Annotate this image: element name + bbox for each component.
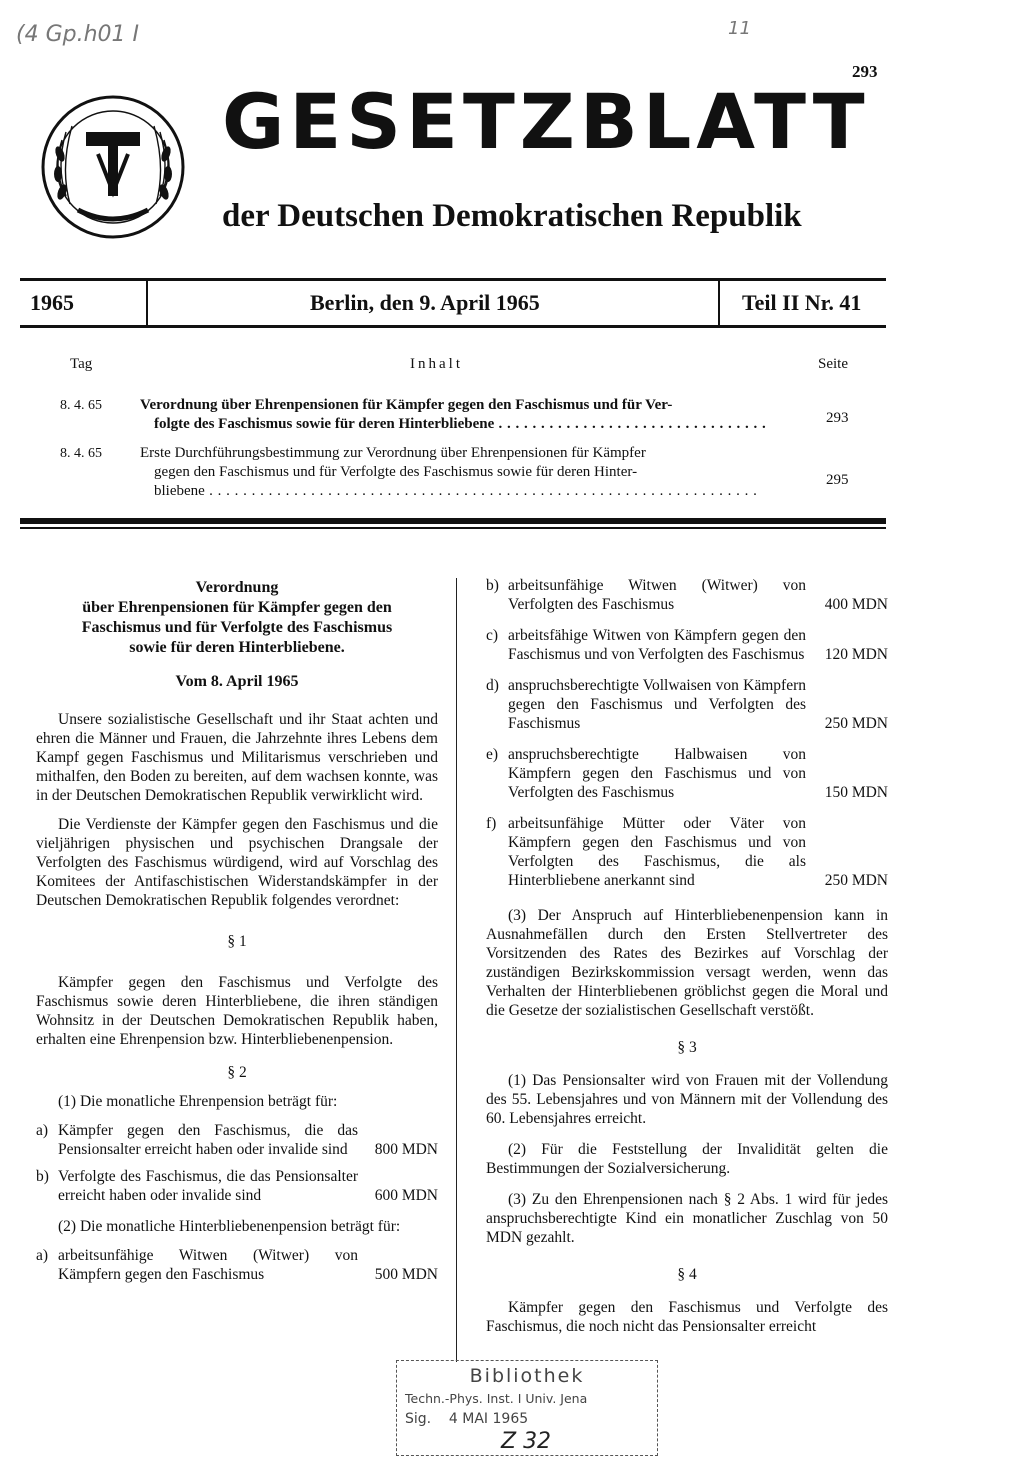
preamble-paragraph: Unsere sozialistische Gesellschaft und ihr Staat achten und ehren die Männer und Frauen, die Jahrzehnte ihres Lebens dem Kampf gegen Faschismus und Militarismus verschrieben und mithalfen, den Boden zu bereiten, auf dem wachsen konnte, was in der Deutschen Demokratischen Republik verwirklicht wird.: [36, 711, 438, 804]
stamp-line: Sig. 4 MAI 1965: [405, 1411, 529, 1427]
decree-title-line: über Ehrenpensionen für Kämpfer gegen den: [82, 599, 392, 616]
section-rule: [20, 518, 886, 524]
pension-item: [486, 814, 888, 890]
pension-item-body: [58, 1121, 438, 1159]
toc-entry-line: [140, 415, 782, 434]
pension-item-text: arbeitsfähige Witwen von Kämpfern gegen den Faschismus und von Verfolgten des Faschismus: [508, 627, 806, 663]
pension-item: [36, 1167, 438, 1205]
pension-item-text: arbeitsunfähige Mütter oder Väter von Kämpfern gegen den Faschismus und von Verfolgten des Faschismus, die als Hinterbliebene anerkannt sind: [508, 815, 806, 889]
pension-item-amount: 600 MDN: [374, 1187, 438, 1204]
toc-leader-dots: . . . . . . . . . . . . . . . . . . . . . . . . . . . . . . . . . . . . . . . . . . . . . . . . . . . . . . . . . . . . . . . . .: [204, 483, 758, 499]
pension-item: [486, 745, 888, 802]
toc-header-content: Inhalt: [410, 356, 463, 372]
handwritten-note-top-left: (4 Gp.h01 I: [16, 22, 139, 47]
pension-item-label: e): [486, 746, 499, 763]
section-paragraph: (1) Das Pensionsalter wird von Frauen mit der Vollendung des 55. Lebensjahres und von Männern mit der Vollendung des 60. Lebensjahres erreicht.: [486, 1072, 888, 1127]
decree-title: [36, 578, 438, 658]
toc-entry-line: gegen den Faschismus und für Verfolgte des Faschismus sowie für deren Hinter-: [154, 464, 638, 480]
bar-divider: [718, 281, 720, 325]
pension-item: [36, 1121, 438, 1159]
pension-item-text: anspruchsberechtigte Vollwaisen von Kämpfern gegen den Faschismus und Verfolgten des Faschismus: [508, 677, 806, 732]
decree-title-line: Verordnung: [195, 579, 279, 596]
pension-item-amount: 500 MDN: [374, 1266, 438, 1283]
pension-item-label: c): [486, 627, 499, 644]
pension-item-text: arbeitsunfähige Witwen (Witwer) von Verfolgten des Faschismus: [508, 577, 806, 613]
section-paragraph: (2) Für die Feststellung der Invalidität gelten die Bestimmungen der Sozialversicherung.: [486, 1141, 888, 1177]
pension-item-label: b): [36, 1168, 49, 1185]
toc-entry-page: 293: [826, 410, 849, 426]
stamp-line: Techn.-Phys. Inst. I Univ. Jena: [405, 1391, 588, 1406]
pension-item-body: [58, 1167, 438, 1205]
pension-item-label: d): [486, 677, 499, 694]
issue-year: 1965: [30, 290, 74, 315]
toc-header-day: Tag: [70, 356, 93, 372]
issue-number: Teil II Nr. 41: [742, 290, 862, 315]
left-column: [36, 578, 438, 1284]
pension-item-body: [508, 745, 888, 802]
pension-item-amount: 800 MDN: [374, 1141, 438, 1158]
pension-item-text: Verfolgte des Faschismus, die das Pensionsalter erreicht haben oder invalide sind: [58, 1168, 358, 1204]
section-paragraph: (3) Der Anspruch auf Hinterbliebenenpension kann in Ausnahmefällen durch den Ersten Stellvertreter des Vorsitzenden des Rates des Bezirkes auf Vorschlag der zuständigen Bezirkskommission versagt werden, wenn das Verhalten der Hinterbliebenen gröblichst gegen die Moral und die Gesetze der sozialistischen Gesellschaft verstößt.: [486, 907, 888, 1019]
pension-item-amount: 150 MDN: [824, 784, 888, 801]
section-paragraph: (1) Die monatliche Ehrenpension beträgt für:: [58, 1093, 338, 1110]
section-heading: § 4: [677, 1266, 697, 1283]
pension-item-label: f): [486, 815, 497, 832]
masthead-title: GESETZBLATT: [222, 77, 870, 166]
issue-info-bar: [20, 278, 886, 328]
pension-item-amount: 250 MDN: [824, 872, 888, 889]
bar-divider: [146, 281, 148, 325]
toc-entry-line: Erste Durchführungsbestimmung zur Verordnung über Ehrenpensionen für Kämpfer: [140, 445, 646, 461]
column-divider: [456, 578, 457, 1362]
section-paragraph: (2) Die monatliche Hinterbliebenenpension beträgt für:: [58, 1218, 401, 1235]
section-heading: § 1: [227, 933, 247, 950]
toc-entry-page: 295: [826, 472, 849, 488]
pension-item-body: [508, 576, 888, 614]
state-emblem: [38, 92, 188, 242]
pension-item-text: Kämpfer gegen den Faschismus, die das Pensionsalter erreicht haben oder invalide sind: [58, 1122, 358, 1158]
decree-title-line: sowie für deren Hinterbliebene.: [129, 639, 345, 656]
emblem-icon: [38, 92, 188, 242]
pension-item: [486, 576, 888, 614]
decree-title-line: Faschismus und für Verfolgte des Faschismus: [81, 619, 393, 636]
section-paragraph: Kämpfer gegen den Faschismus und Verfolgte des Faschismus sowie deren Hinterbliebene, die ihren ständigen Wohnsitz in der Deutschen Demokratischen Republik haben, erhalten eine Ehrenpension bzw. Hinterbliebenenpension.: [36, 974, 438, 1048]
stamp-line: Bibliothek: [469, 1365, 585, 1387]
pension-item: [486, 676, 888, 733]
pension-item-text: arbeitsunfähige Witwen (Witwer) von Kämpfern gegen den Faschismus: [58, 1247, 358, 1283]
toc-entry-date: 8. 4. 65: [60, 398, 102, 413]
pension-item-amount: 250 MDN: [824, 715, 888, 732]
toc-header-page: Seite: [818, 356, 848, 372]
pension-item-body: [58, 1246, 438, 1284]
section-heading: § 2: [227, 1064, 247, 1081]
toc-entry-line-text: folgte des Faschismus sowie für deren Hinterbliebene: [154, 416, 495, 432]
toc-entry-text: [140, 444, 782, 501]
pension-item-label: a): [36, 1247, 49, 1264]
pension-item-body: [508, 814, 888, 890]
section-paragraph: Kämpfer gegen den Faschismus und Verfolgte des Faschismus, die noch nicht das Pensionsalter erreicht: [486, 1299, 888, 1335]
pension-item: [36, 1246, 438, 1284]
preamble-paragraph: Die Verdienste der Kämpfer gegen den Faschismus und die vieljährigen physischen und psychischen Drangsale der Verfolgten des Faschismus würdigend, wird auf Vorschlag des Komitees der Antifaschistischen Widerstandskämpfer in der Deutschen Demokratischen Republik folgendes verordnet:: [36, 816, 438, 909]
toc-entry-line: [140, 482, 782, 501]
pension-item: [486, 626, 888, 664]
right-column: [486, 576, 888, 1336]
pension-item-label: a): [36, 1122, 49, 1139]
handwritten-note-top-center: 11: [728, 18, 751, 39]
pension-item-amount: 400 MDN: [824, 596, 888, 613]
pension-item-body: [508, 676, 888, 733]
pension-item-amount: 120 MDN: [824, 646, 888, 663]
section-paragraph: (3) Zu den Ehrenpensionen nach § 2 Abs. 1 wird für jedes anspruchsberechtigte Kind ein monatlicher Zuschlag von 50 MDN gezahlt.: [486, 1191, 888, 1246]
section-heading: § 3: [677, 1039, 697, 1056]
section-rule: [20, 527, 886, 529]
toc-entry-text: [140, 396, 782, 434]
toc-entry-date: 8. 4. 65: [60, 446, 102, 461]
pension-item-text: anspruchsberechtigte Halbwaisen von Kämpfern gegen den Faschismus und von Verfolgten des Faschismus: [508, 746, 806, 801]
stamp-handwritten-number: Z 32: [501, 1429, 552, 1454]
pension-item-body: [508, 626, 888, 664]
toc-entry-line: Verordnung über Ehrenpensionen für Kämpfer gegen den Faschismus und für Ver-: [140, 397, 673, 413]
library-stamp: [396, 1360, 658, 1456]
issue-place-date: Berlin, den 9. April 1965: [310, 290, 540, 315]
page-number: 293: [852, 62, 878, 81]
toc-entry-line-text: bliebene: [154, 483, 205, 499]
decree-date: Vom 8. April 1965: [175, 673, 299, 690]
pension-item-label: b): [486, 577, 499, 594]
masthead-subtitle: der Deutschen Demokratischen Republik: [222, 198, 802, 234]
toc-leader-dots: . . . . . . . . . . . . . . . . . . . . . . . . . . . . . . . .: [494, 416, 767, 432]
